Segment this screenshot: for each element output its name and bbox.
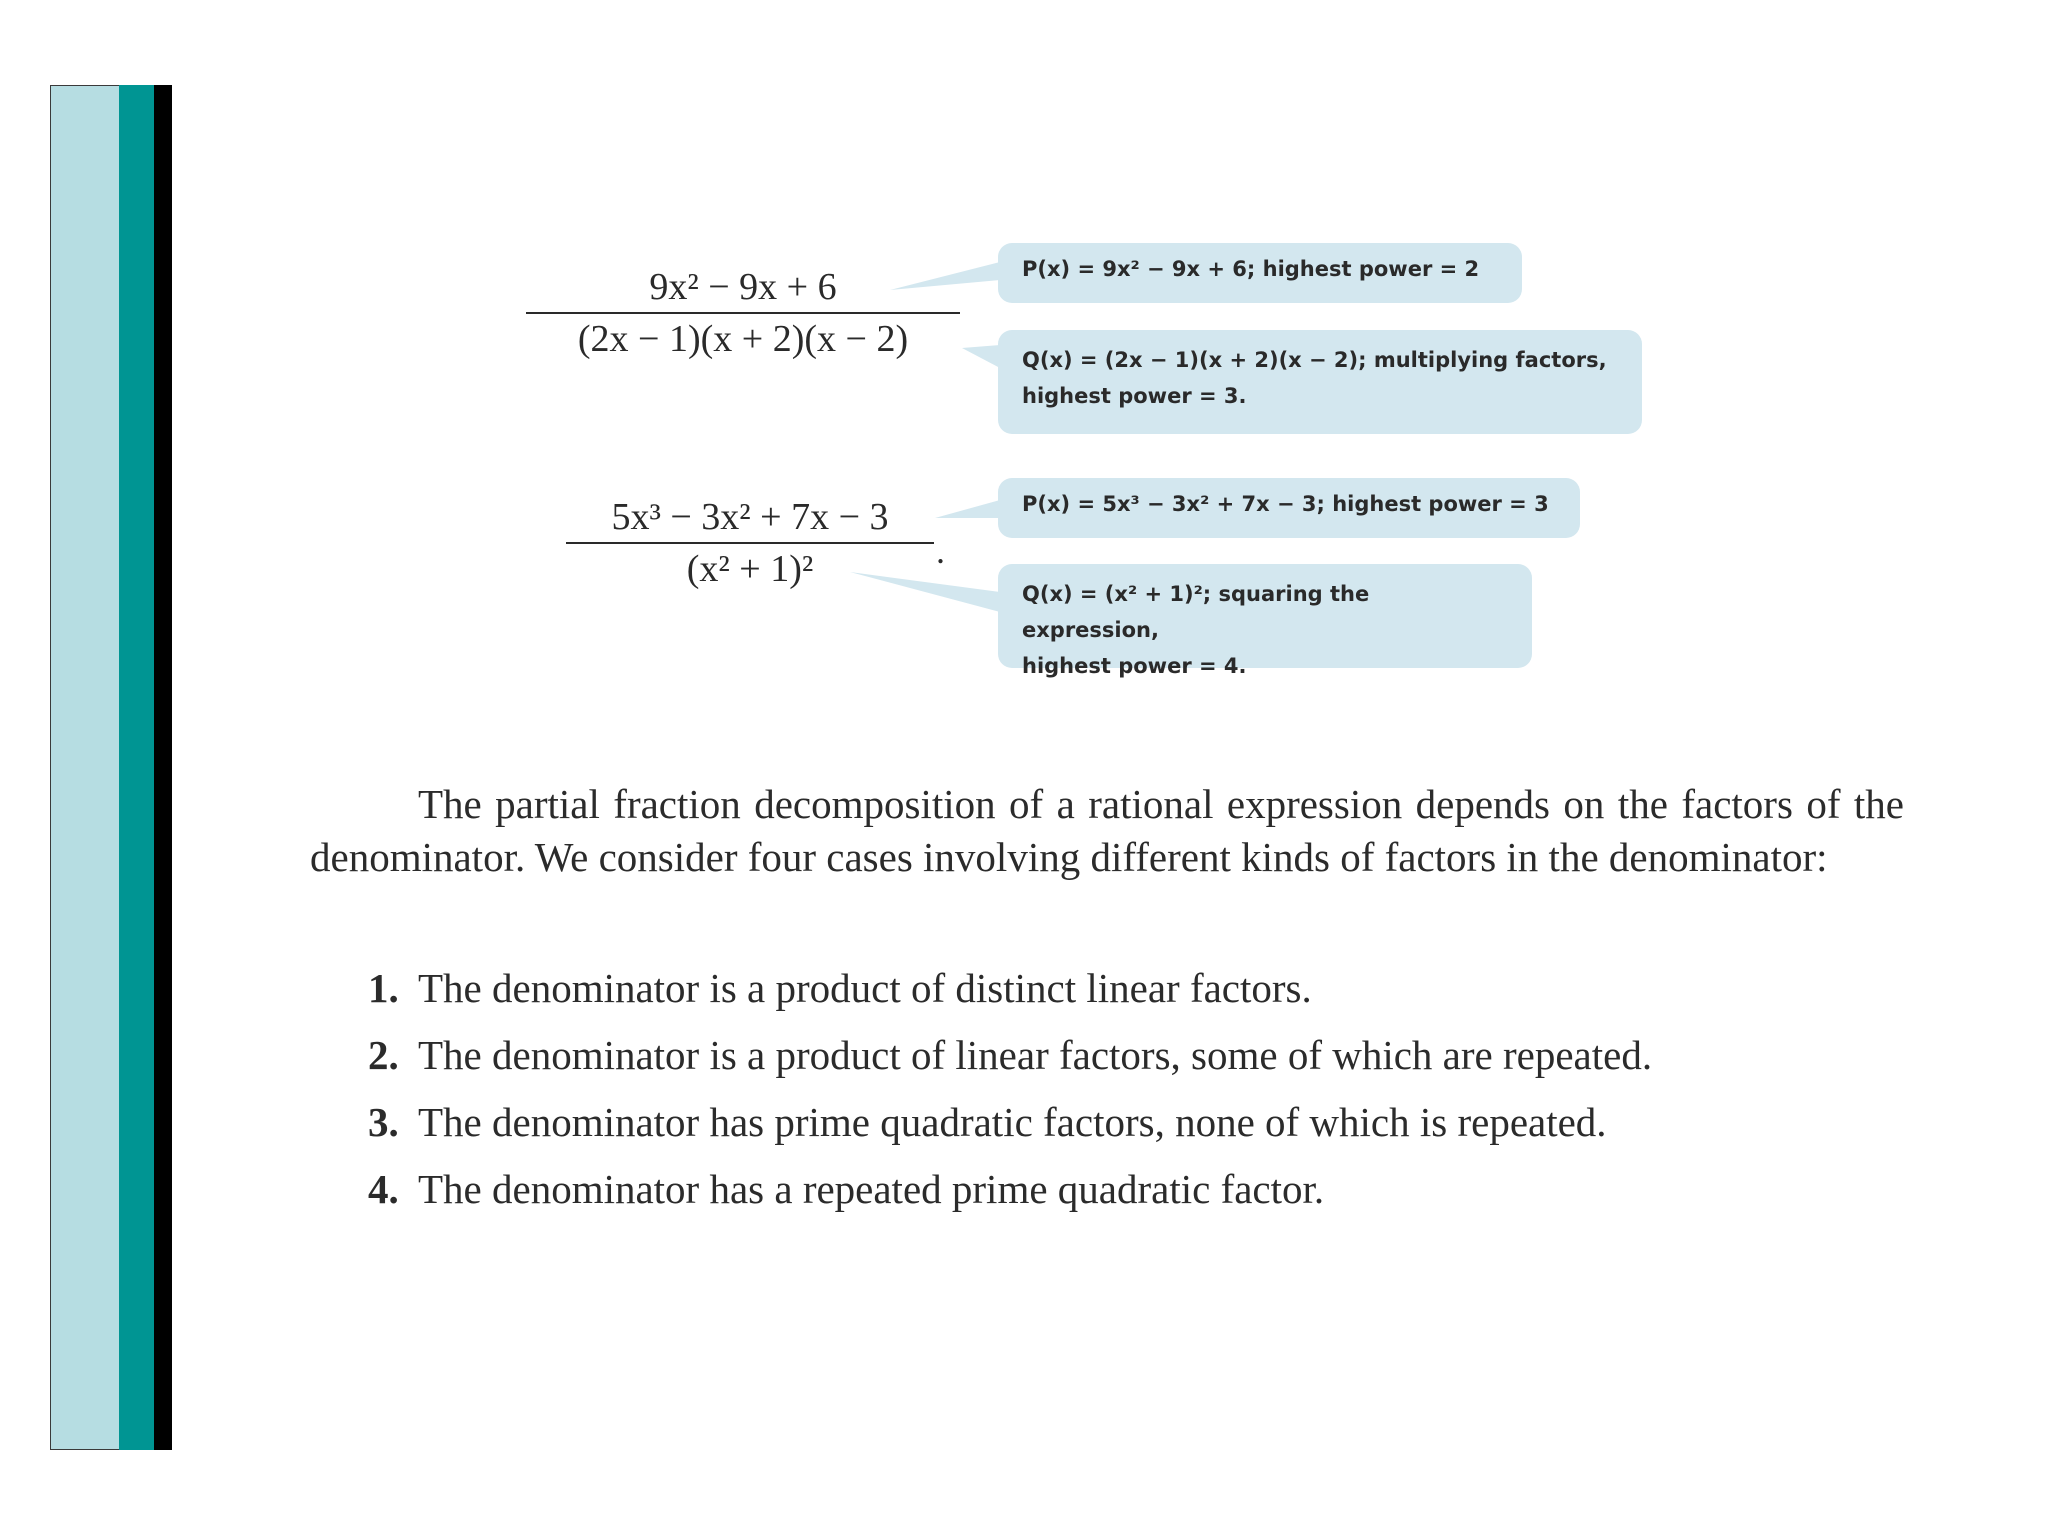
rational-expression-1: [526, 268, 960, 358]
list-item: [368, 1025, 1652, 1092]
case-text: The denominator is a product of distinct linear factors.: [418, 965, 1312, 1011]
connector-2p: [935, 500, 1000, 518]
rational-expression-2: [566, 498, 934, 588]
numerator-1: 9x² − 9x + 6: [649, 266, 837, 308]
trailing-period: .: [936, 531, 945, 571]
case-text: The denominator has a repeated prime quadratic factor.: [418, 1166, 1325, 1212]
paragraph-text: The partial fraction decomposition of a rational expression depends on the factors of the denominator. We consider four cases involving different kinds of factors in the denominator:: [310, 781, 1904, 880]
list-item: [368, 958, 1652, 1025]
denominator-1: (2x − 1)(x + 2)(x − 2): [577, 318, 909, 360]
case-number: 3.: [368, 1099, 399, 1145]
connector-1q: [962, 345, 1000, 368]
case-text: The denominator is a product of linear factors, some of which are repeated.: [418, 1032, 1653, 1078]
callout-q1: Q(x) = (2x − 1)(x + 2)(x − 2); multiplying factors, highest power = 3.: [998, 330, 1642, 434]
list-item: [368, 1092, 1652, 1159]
case-text: The denominator has prime quadratic factors, none of which is repeated.: [418, 1099, 1607, 1145]
case-number: 4.: [368, 1166, 399, 1212]
numerator-2: 5x³ − 3x² + 7x − 3: [611, 496, 889, 538]
cases-list: [368, 958, 1652, 1226]
case-number: 1.: [368, 965, 399, 1011]
intro-paragraph: [310, 778, 1904, 884]
fraction-bar-2: [566, 542, 934, 544]
list-item: [368, 1159, 1652, 1226]
callout-q2: Q(x) = (x² + 1)²; squaring the expression, highest power = 4.: [998, 564, 1532, 668]
callout-p2: P(x) = 5x³ − 3x² + 7x − 3; highest power = 3: [998, 478, 1580, 538]
case-number: 2.: [368, 1032, 399, 1078]
denominator-2: (x² + 1)²: [686, 548, 814, 590]
fraction-bar-1: [526, 312, 960, 314]
callout-p1: P(x) = 9x² − 9x + 6; highest power = 2: [998, 243, 1522, 303]
